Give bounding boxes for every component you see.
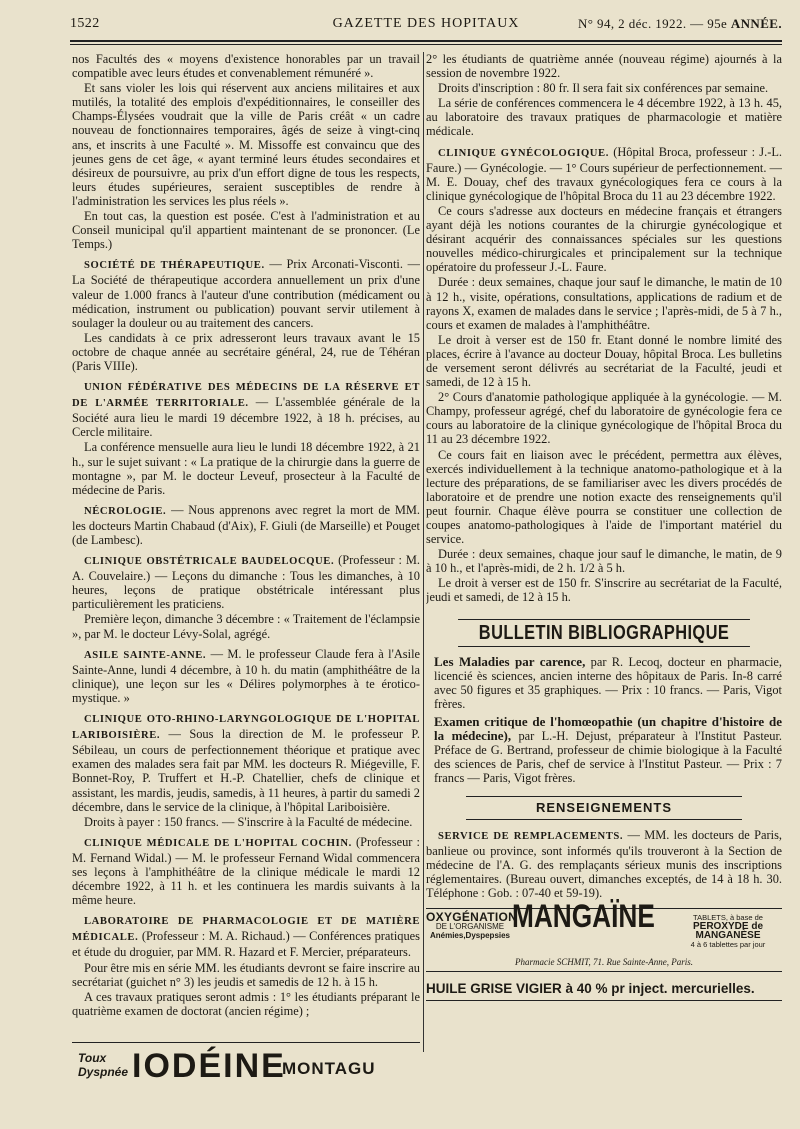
paragraph: Et sans violer les lois qui réservent aux anciens militaires et aux mutilés, la totalité des emplois d'expéditionnaires, le conseiller des Champs-Élysées voudrait que la ville de Paris créât « un cadre nouveau de fonctionnaires temporaires, âgés de seize à vingt-cinq ans, et inscrits à une Faculté ». M. Missoffe est convaincu que des jeunes gens de cet âge, « ayant terminé leurs études secondaires et désireux de poursuivre, au prix d'un effort digne de tous les respects, leurs études supérieures, seraient susceptibles de rendre à l'administration les services les plus réels ». <box>72 81 420 208</box>
ad-brand: IODÉINE <box>132 1047 286 1085</box>
header-rule-thin <box>70 44 782 45</box>
book-title: Les Maladies par carence, <box>434 653 586 669</box>
paragraph: En tout cas, la question est posée. C'est à l'administration et au Conseil municipal qu'il appartient maintenant de se prononcer. (Le Temps.) <box>72 209 420 252</box>
ad-indications <box>78 1051 128 1079</box>
article-heading: SERVICE DE REMPLACEMENTS. <box>438 830 624 842</box>
article-baudelocque <box>72 553 420 611</box>
issue-date: N° 94, 2 déc. 1922. — 95e <box>578 16 728 31</box>
article-union-federative <box>72 379 420 439</box>
paragraph: Droits à payer : 150 francs. — S'inscrire à la Faculté de médecine. <box>84 814 413 829</box>
ad-line: TABLETS, à base de <box>693 913 763 923</box>
article-text: — Nous apprenons avec regret la mort de MM. les docteurs Martin Chabaud (d'Aix), F. Giuli (de Marseille) et Pouget (de Lambesc). <box>72 502 420 547</box>
article-text: — Prix Arconati-Visconti. — La Société de thérapeutique accordera annuellement un prix d'une valeur de 1.000 francs à l'auteur d'une contribution (médicament ou médication, instrument ou publication) pouvant servir utilement à soulager la douleur ou au traitement des cancers. <box>72 257 420 330</box>
paragraph: Pour être mis en série MM. les étudiants devront se faire inscrire au secrétariat (guichet n° 3) les jeudis et samedis de 12 h. à 15 h. <box>72 960 420 989</box>
paragraph: Durée : deux semaines, chaque jour sauf le dimanche, le matin, de 9 à 10 h., et l'après-midi, de 2 h. 1/2 à 5 h. <box>426 547 782 576</box>
issue-info <box>578 16 782 32</box>
article-text: (Professeur : M. A. Couvelaire.) — Leçons du dimanche : Tous les dimanches, à 10 heures, leçons de pratique obstétricale intéressant plus particulièrement les praticiens. <box>72 553 420 612</box>
book-title: Examen critique de l'homœopathie (un chapitre d'histoire de la médecine), <box>434 714 782 744</box>
page-number: 1522 <box>70 16 100 31</box>
paragraph: A ces travaux pratiques seront admis : 1° les étudiants préparant le quatrième examen de doctorat (ancien régime) ; <box>72 989 420 1018</box>
article-text: (Hôpital Broca, professeur : J.-L. Faure.) — Gynécologie. — 1° Cours supérieur de perfectionnement. — M. E. Douay, chef des travaux gynécologiques fera ce cours à la clinique gynécologique de l'hôpital Broca du 11 au 23 décembre 1922. <box>426 144 782 203</box>
article-asile-sainte-anne <box>72 647 420 705</box>
paragraph: Ce cours fait en liaison avec le précédent, permettra aux élèves, exercés individuellement à la technique anatomo-pathologique et à la lecture des préparations, de se familiariser avec les divers procédés de laboratoire et de prendre une notion exacte des renseignements qu'il peut fournir. Chaque élève pourra se constituer une collection de coupes anatomo-pathologiques à l'aide de l'important matériel du service. <box>426 447 782 547</box>
article-text: — M. le professeur Claude fera à l'Asile Sainte-Anne, lundi 4 décembre, à 10 h. du matin (amphithéâtre de la clinique), une leçon sur les « Délires polymorphes à te érotico-mystique. » <box>72 646 420 705</box>
iodeine-advertisement <box>72 1042 420 1091</box>
article-heading: ASILE SAINTE-ANNE. <box>84 649 207 661</box>
ad-line: 4 à 6 tablettes par jour <box>690 940 766 950</box>
article-heading: NÉCROLOGIE. <box>84 505 167 517</box>
ad-pharmacy: Pharmacie SCHMIT, 71. Rue Sainte-Anne, Paris. <box>514 956 694 967</box>
paragraph: Le droit à verser est de 150 fr. S'inscrire au secrétariat de la Faculté, jeudi et samedi, de 12 à 15 h. <box>426 576 782 605</box>
ad-line: OXYGÉNATION <box>426 910 518 925</box>
paragraph: Les candidats à ce prix adresseront leurs travaux avant le 15 octobre de chaque année au secrétaire général, 24, rue de Téhéran (Paris VIIIe). <box>72 330 420 373</box>
right-column <box>426 52 782 1119</box>
article-heading: CLINIQUE OTO-RHINO-LARYNGOLOGIQUE DE L'HOPITAL LARIBOISIÈRE. <box>72 714 420 742</box>
ad-maker: MONTAGU <box>282 1059 376 1078</box>
bibliography-entry <box>426 655 782 711</box>
left-column <box>72 52 420 1119</box>
book-details: par R. Lecoq, docteur en pharmacie, licencié ès sciences, ancien interne des hôpitaux de Paris. In-8 carré avec 50 figures et 35 graphiques. — Prix : 10 francs. — Paris, Vigot frères. <box>434 654 782 711</box>
paragraph: 2° les étudiants de quatrième année (nouveau régime) ajournés à la session de novembre 1922. <box>426 52 782 81</box>
article-text: — L'assemblée générale de la Société aura lieu le mardi 19 décembre 1922, à 18 h. précises, au Cercle militaire. <box>72 395 420 440</box>
article-therapeutique <box>72 257 420 329</box>
paragraph: 2° Cours d'anatomie pathologique appliquée à la gynécologie. — M. Champy, professeur agrégé, chef du laboratoire de gynécologie fera ce cours au laboratoire de la clinique gynécologique de l'hôpital Broca du 11 au 23 décembre 1922. <box>426 390 782 447</box>
article-pharmacologie <box>72 913 420 959</box>
book-details: par L.-H. Dejust, préparateur à l'Institut Pasteur. Préface de G. Bertrand, professeur de chimie biologique à la Faculté des sciences de Paris, chef de service à l'Institut Pasteur. — Prix : 7 francs — Paris, Vigot frères. <box>434 729 782 786</box>
bibliography-entry <box>426 715 782 785</box>
ad-right-text <box>674 913 782 949</box>
issue-year: ANNÉE. <box>730 16 782 31</box>
article-text: — MM. les docteurs de Paris, banlieue ou province, sont informés qu'ils trouveront à la Section de médecine de l'A. G. des remplaçants sérieux munis des inscriptions réglementaires. (Bureau ouvert, dimanches exceptés, de 14 à 18 h. 30. Téléphone : Gob. : 07-40 et 59-19). <box>426 827 782 900</box>
article-heading: CLINIQUE OBSTÉTRICALE BAUDELOCQUE. <box>84 556 335 568</box>
page-header <box>70 16 782 36</box>
bulletin-bibliographique-title: BULLETIN BIBLIOGRAPHIQUE <box>458 619 750 647</box>
article-heading: SOCIÉTÉ DE THÉRAPEUTIQUE. <box>84 260 265 272</box>
article-necrologie <box>72 503 420 547</box>
ad-line: PEROXYDE de MANGANÈSE <box>692 921 764 942</box>
paragraph: Durée : deux semaines, chaque jour sauf le dimanche, le matin de 10 à 12 h., visite, opérations, consultations, applications de radium et de rayons X, examen de malades dans le service ; l'après-midi, de 5 à 7 h., cours et examen de malades à l'amphithéâtre. <box>426 275 782 332</box>
header-rule <box>70 40 782 42</box>
article-text: (Professeur : M. Fernand Widal.) — M. le professeur Fernand Widal commencera ses leçons à l'amphithéâtre de la clinique médicale le mardi 12 décembre 1922, à 11 h. et les continuera les mardis suivants à la même heure. <box>72 834 420 908</box>
ad-line: DE L'ORGANISME <box>435 922 505 932</box>
newspaper-title: GAZETTE DES HOPITAUX <box>332 16 520 31</box>
paragraph: La conférence mensuelle aura lieu le lundi 18 décembre 1922, à 21 h., sur le sujet suivant : « La pratique de la chirurgie dans la guerre de montagne », par M. le docteur Leveuf, prosecteur à la Faculté de médecine de Paris. <box>72 440 420 497</box>
paragraph: Ce cours s'adresse aux docteurs en médecine français et étrangers ayant déjà les notions courantes de la chirurgie gynécologique et désirant acquérir des connaissances spéciales sur les questions nouvelles médico-chirurgicales et principalement sur la technique opératoire du professeur J.-L. Faure. <box>426 203 782 275</box>
paragraph: La série de conférences commencera le 4 décembre 1922, à 13 h. 45, au laboratoire des travaux pratiques de pharmacologie et matière médicale. <box>426 96 782 139</box>
paragraph: Première leçon, dimanche 3 décembre : « Traitement de l'éclampsie », par M. le docteur Lévy-Solal, agrégé. <box>72 612 420 641</box>
article-remplacements <box>426 828 782 900</box>
article-oto-rhino <box>72 711 420 814</box>
article-text: (Professeur : M. A. Richaud.) — Conférences pratiques et étude du droguier, par MM. R. Hazard et F. Mercier, préparateurs. <box>72 929 420 960</box>
renseignements-title: RENSEIGNEMENTS <box>466 796 742 820</box>
article-text: — Sous la direction de M. le professeur P. Sébileau, un cours de perfectionnement théorique et pratique avec examen des malades sera fait par MM. les docteurs R. Miégeville, F. Bonnet-Roy, P. Truffert et H.-P. Chatellier, chefs de clinique et assistant, les mardis, jeudis, samedis, à 11 heures, à partir du samedi 2 décembre, dans le service de la clinique, à l'hôpital Lariboisière. <box>72 727 420 814</box>
column-divider <box>423 52 424 1052</box>
ad-left-text <box>426 910 518 941</box>
paragraph: nos Facultés des « moyens d'existence honorables par un travail compatible avec leurs études et convenablement rémunéré ». <box>72 52 420 81</box>
article-cochin <box>72 835 420 907</box>
paragraph: Le droit à verser est de 150 fr. Etant donné le nombre limité des places, écrire à l'avance au docteur Douay, hôpital Broca. Les bulletins de versement seront délivrés au secrétariat de la Faculté, jeudi et samedi, de 12 à 15 h. <box>426 332 782 390</box>
article-heading: CLINIQUE MÉDICALE DE L'HOPITAL COCHIN. <box>84 837 352 849</box>
huile-grise-advertisement: HUILE GRISE VIGIER à 40 % pr inject. mercurielles. <box>426 982 782 1001</box>
ad-line: Anémies,Dyspepsies <box>429 931 511 941</box>
article-heading: UNION FÉDÉRATIVE DES MÉDECINS DE LA RÉSERVE ET DE L'ARMÉE TERRITORIALE. <box>72 382 420 410</box>
ad-brand: MANGAÏNE <box>512 898 655 935</box>
ad-indication-toux: Toux <box>78 1051 107 1065</box>
mangaine-advertisement <box>426 898 782 972</box>
article-heading: CLINIQUE GYNÉCOLOGIQUE. <box>438 147 609 159</box>
paragraph: Droits d'inscription : 80 fr. Il sera fait six conférences par semaine. <box>438 81 769 96</box>
ad-indication-dyspnee: Dyspnée <box>78 1065 129 1079</box>
article-heading: LABORATOIRE DE PHARMACOLOGIE ET DE MATIÈRE MÉDICALE. <box>72 916 420 944</box>
article-gynecologique <box>426 145 782 203</box>
